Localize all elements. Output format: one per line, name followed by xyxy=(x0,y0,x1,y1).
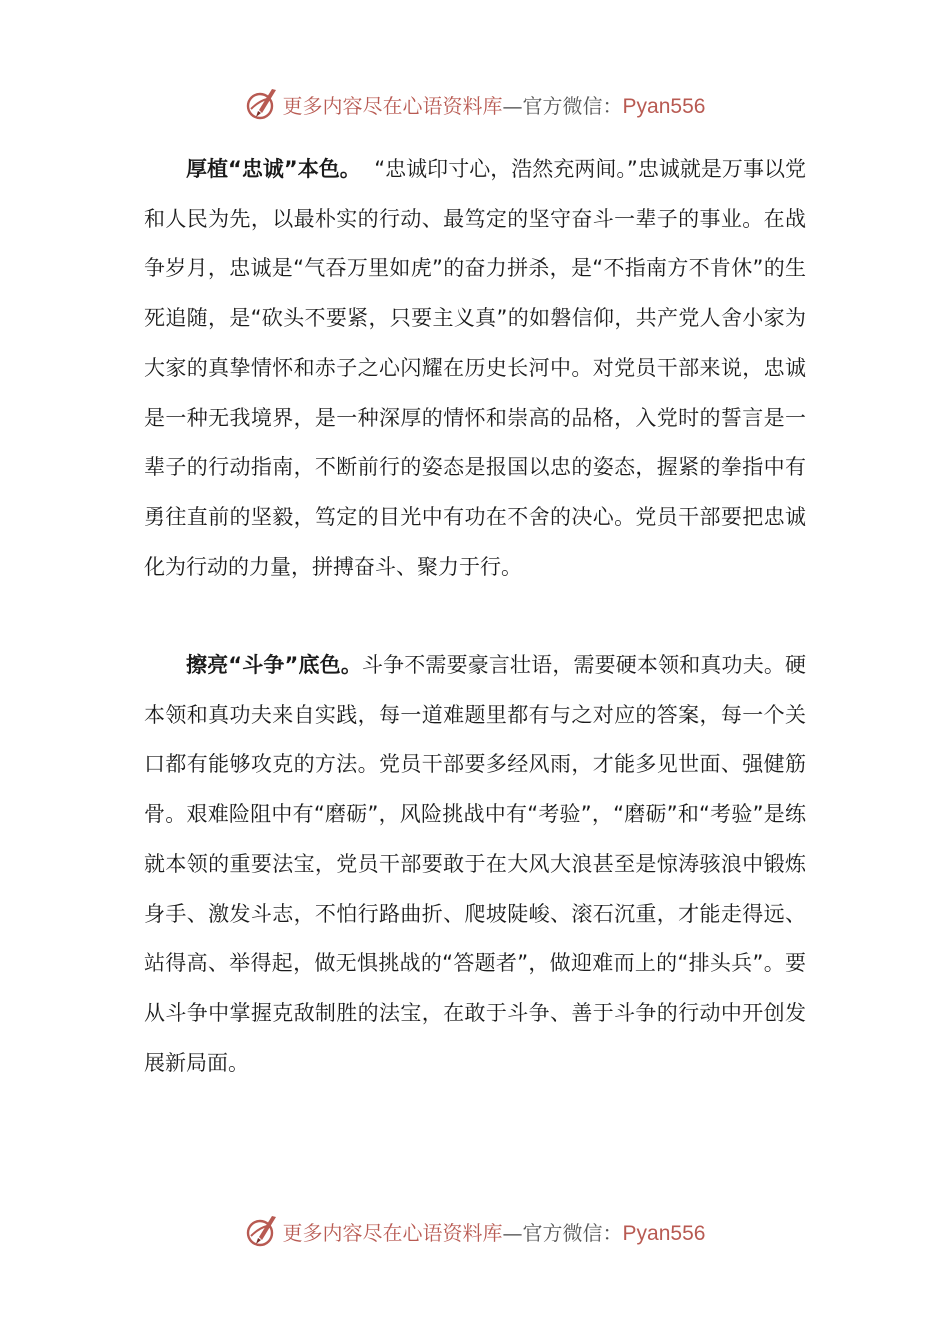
watermark-text xyxy=(283,90,706,119)
paragraph-heading: 擦亮“斗争”底色。 xyxy=(186,653,362,677)
watermark-wechat-label: 官方微信： xyxy=(522,93,623,118)
watermark-wechat-id: Pyan556 xyxy=(622,1221,706,1245)
paragraph-heading: 厚植“忠诚”本色。 xyxy=(186,157,361,181)
paragraph-struggle xyxy=(144,641,806,1088)
watermark-wechat-label: 官方微信： xyxy=(522,1220,623,1245)
footer-watermark xyxy=(0,1211,950,1251)
paragraph-body: “忠诚印寸心，浩然充两间。”忠诚就是万事以党和人民为先，以最朴实的行动、最笃定的坚守奋斗一辈子的事业。在战争岁月，忠诚是“气吞万里如虎”的奋力拼杀，是“不指南方不肯休”的生死追随，是“砍头不要紧，只要主义真”的如磐信仰，共产党人舍小家为大家的真挚情怀和赤子之心闪耀在历史长河中。对党员干部来说，忠诚是一种无我境界，是一种深厚的情怀和崇高的品格，入党时的誓言是一辈子的行动指南，不断前行的姿态是报国以忠的姿态，握紧的拳指中有勇往直前的坚毅，笃定的目光中有功在不舍的决心。党员干部要把忠诚化为行动的力量，拼搏奋斗、聚力于行。 xyxy=(144,157,806,579)
quill-logo-icon xyxy=(245,1214,279,1248)
paragraph-loyalty xyxy=(144,145,806,592)
watermark-text xyxy=(283,1217,706,1246)
watermark-dash: — xyxy=(502,1220,523,1245)
watermark-wechat-id: Pyan556 xyxy=(622,94,706,118)
paragraph-body: 斗争不需要豪言壮语，需要硬本领和真功夫。硬本领和真功夫来自实践，每一道难题里都有与之对应的答案，每一个关口都有能够攻克的方法。党员干部要多经风雨，才能多见世面、强健筋骨。艰难险阻中有“磨砺”，风险挑战中有“考验”，“磨砺”和“考验”是练就本领的重要法宝，党员干部要敢于在大风大浪甚至是惊涛骇浪中锻炼身手、激发斗志，不怕行路曲折、爬坡陡峻、滚石沉重，才能走得远、站得高、举得起，做无惧挑战的“答题者”，做迎难而上的“排头兵”。要从斗争中掌握克敌制胜的法宝，在敢于斗争、善于斗争的行动中开创发展新局面。 xyxy=(144,653,806,1075)
quill-logo-icon xyxy=(245,87,279,121)
watermark-dash: — xyxy=(502,93,523,118)
header-watermark xyxy=(0,84,950,124)
watermark-main-text: 更多内容尽在心语资料库 xyxy=(282,93,503,118)
watermark-main-text: 更多内容尽在心语资料库 xyxy=(282,1220,503,1245)
